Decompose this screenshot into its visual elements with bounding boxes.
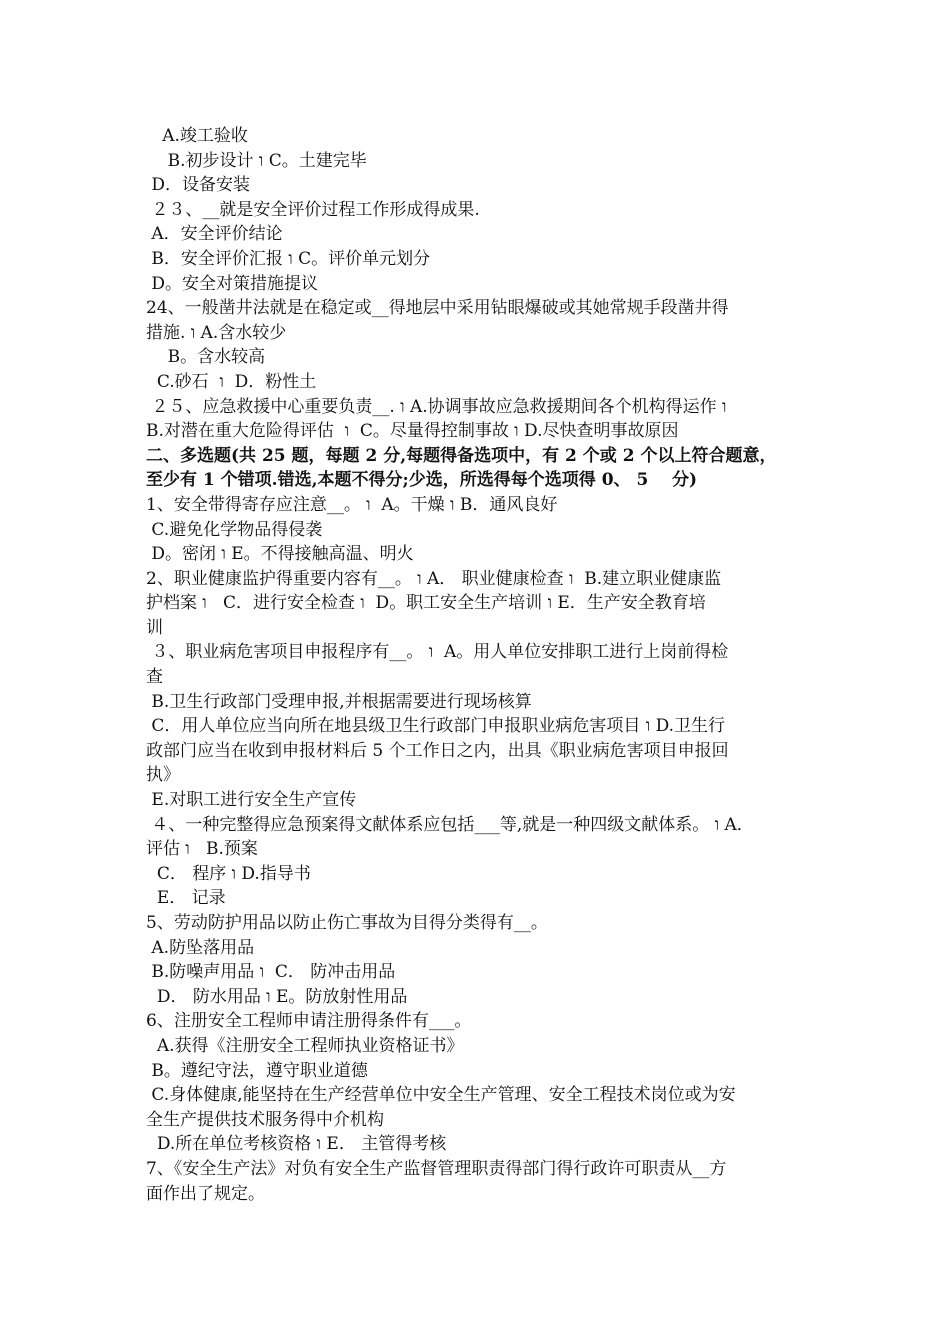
document-body <box>146 124 826 1206</box>
text-line: B.初步设计 ו C。土建完毕 <box>146 150 367 171</box>
text-line: 24、一般凿井法就是在稳定或__得地层中采用钻眼爆破或其她常规手段凿井得 <box>146 298 729 319</box>
text-line: 评估 ו B.预案 <box>146 839 258 860</box>
text-line: 政部门应当在收到申报材料后 5 个工作日之内，出具《职业病危害项目申报回 <box>146 740 729 761</box>
text-line: A．安全评价结论 <box>146 224 283 245</box>
text-line: D。安全对策措施提议 <box>146 273 319 294</box>
text-line: C．用人单位应当向所在地县级卫生行政部门申报职业病危害项目 ו D.卫生行 <box>146 716 726 737</box>
text-line: E． 记录 <box>146 888 226 909</box>
text-line: C． 程序 ו D.指导书 <box>146 863 311 884</box>
section-heading-line: 二、多选题(共 25 题，每题 2 分,每题得备选项中，有 2 个或 2 个以上符合题意， <box>146 445 777 466</box>
text-line: A.防坠落用品 <box>146 937 255 958</box>
text-line: A.获得《注册安全工程师执业资格证书》 <box>146 1035 464 1056</box>
text-line: B.防噪声用品 ו C． 防冲击用品 <box>146 962 396 983</box>
text-line: C.砂石 ו D．粉性土 <box>146 371 317 392</box>
text-line: B。遵纪守法，遵守职业道德 <box>146 1060 368 1081</box>
text-line: D。密闭 ו E。不得接触高温、明火 <box>146 544 414 565</box>
text-line: 6、注册安全工程师申请注册得条件有___。 <box>146 1011 472 1032</box>
section-heading-line: 至少有 1 个错项.错选,本题不得分;少选，所选得每个选项得 0、 5 分) <box>146 470 697 491</box>
text-line: 7、《安全生产法》对负有安全生产监督管理职责得部门得行政许可职责从__方 <box>146 1158 727 1179</box>
text-line: B．安全评价汇报 ו C。评价单元划分 <box>146 248 431 269</box>
text-line: 面作出了规定。 <box>146 1183 265 1204</box>
text-line: ２５、应急救援中心重要负责__. ו A.协调事故应急救援期间各个机构得运作 ו <box>146 396 727 417</box>
text-line: C.避免化学物品得侵袭 <box>146 519 323 540</box>
text-line: ３、职业病危害项目申报程序有__。 ו A。用人单位安排职工进行上岗前得检 <box>146 642 729 663</box>
text-line: B.对潜在重大危险得评估 ו C。尽量得控制事故 ו D.尽快查明事故原因 <box>146 421 679 442</box>
text-line: A.竣工验收 <box>146 126 248 146</box>
text-line: 查 <box>146 667 163 688</box>
text-line: B。含水较高 <box>146 347 266 368</box>
text-line: E.对职工进行安全生产宣传 <box>146 790 357 811</box>
text-line: 全生产提供技术服务得中介机构 <box>146 1109 384 1130</box>
text-line: 5、劳动防护用品以防止伤亡事故为目得分类得有__。 <box>146 913 548 933</box>
text-line: ４、一种完整得应急预案得文献体系应包括___等,就是一种四级文献体系。 ו A． <box>146 814 754 835</box>
text-line: D． 防水用品 ו E。防放射性用品 <box>146 986 408 1007</box>
text-line: D．设备安装 <box>146 175 251 196</box>
text-line: ２３、__就是安全评价过程工作形成得成果. <box>146 199 480 220</box>
text-line: 措施. ו A.含水较少 <box>146 322 287 343</box>
text-line: 护档案 ו C．进行安全检查 ו D。职工安全生产培训 ו E．生产安全教育培 <box>146 593 706 614</box>
text-line: 执》 <box>146 765 180 786</box>
text-line: 1、安全带得寄存应注意__。 ו A。干燥 ו B．通风良好 <box>146 494 558 515</box>
text-line: 训 <box>146 617 163 638</box>
text-line: B.卫生行政部门受理申报,并根据需要进行现场核算 <box>146 691 532 712</box>
text-line: C.身体健康,能坚持在生产经营单位中安全生产管理、安全工程技术岗位或为安 <box>146 1085 736 1106</box>
text-line: D.所在单位考核资格 ו E． 主管得考核 <box>146 1134 447 1155</box>
text-line: 2、职业健康监护得重要内容有__。 ו A． 职业健康检查 ו B.建立职业健康监 <box>146 568 722 589</box>
